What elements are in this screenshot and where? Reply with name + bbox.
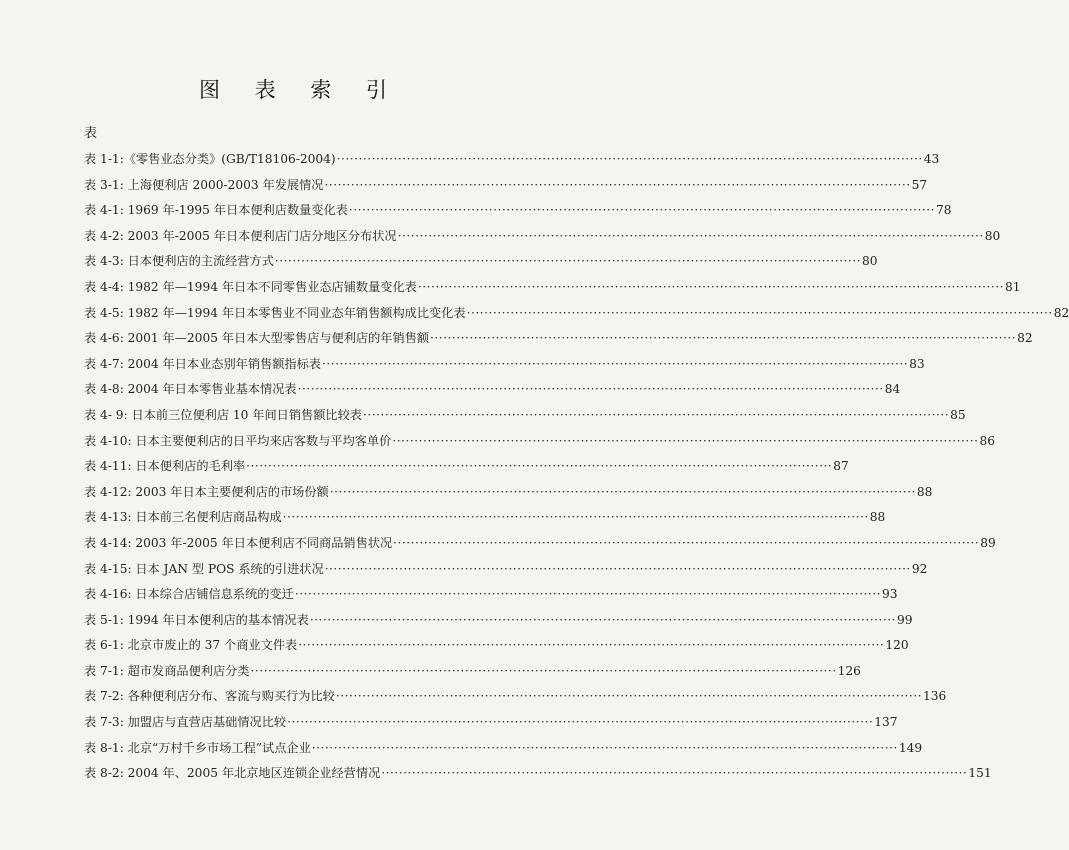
dot-leader [298, 638, 884, 652]
entry-page-number: 80 [862, 254, 878, 269]
index-entry [84, 278, 1021, 304]
entry-label: 表 4-15: 日本 JAN 型 POS 系统的引进状况 [84, 561, 324, 576]
index-entry [84, 329, 1033, 355]
dot-leader [381, 766, 967, 780]
entry-label: 表 4-8: 2004 年日本零售业基本情况表 [84, 382, 297, 397]
entry-page-number: 80 [984, 228, 1001, 243]
entry-page-number: 149 [898, 740, 923, 755]
entry-page-number: 57 [911, 177, 928, 192]
entry-page-number: 136 [922, 689, 947, 704]
entry-label: 表 4-4: 1982 年—1994 年日本不同零售业态店铺数量变化表 [84, 279, 417, 294]
index-entry [84, 739, 923, 765]
dot-leader [246, 459, 832, 473]
entry-page-number: 137 [874, 715, 898, 730]
index-entry [84, 534, 996, 560]
dot-leader [398, 229, 984, 243]
index-entry [84, 176, 928, 202]
index-entry [84, 201, 952, 227]
entry-label: 表 7-2: 各种便利店分布、客流与购买行为比较 [84, 689, 335, 704]
index-entry [84, 355, 925, 381]
dot-leader [330, 485, 916, 499]
index-entry [84, 457, 849, 483]
entry-page-number: 126 [837, 663, 861, 678]
index-entry [84, 585, 898, 611]
entry-label: 表 4-13: 日本前三名便利店商品构成 [84, 510, 282, 525]
index-entry [84, 687, 947, 713]
index-entry [84, 406, 966, 432]
index-entry [84, 304, 1069, 330]
dot-leader [324, 178, 910, 192]
entry-page-number: 89 [980, 535, 996, 550]
entry-label: 表 4-11: 日本便利店的毛利率 [84, 459, 246, 474]
entry-page-number: 78 [935, 203, 952, 218]
index-entry [84, 508, 886, 534]
entry-label: 表 5-1: 1994 年日本便利店的基本情况表 [84, 612, 309, 627]
dot-leader [393, 536, 979, 550]
entry-label: 表 4-5: 1982 年—1994 年日本零售业不同业态年销售额构成比变化表 [84, 305, 466, 320]
dot-leader [287, 715, 873, 729]
index-entry [84, 611, 913, 637]
entry-label: 表 7-1: 超市发商品便利店分类 [84, 663, 250, 678]
dot-leader [251, 664, 837, 678]
entry-page-number: 92 [911, 561, 928, 576]
entry-label: 表 4-3: 日本便利店的主流经营方式 [84, 254, 274, 269]
dot-leader [275, 254, 861, 268]
entry-label: 表 4-2: 2003 年-2005 年日本便利店门店分地区分布状况 [84, 228, 397, 243]
entry-label: 表 4-6: 2001 年—2005 年日本大型零售店与便利店的年销售额 [84, 331, 430, 346]
index-entry [84, 764, 992, 790]
entry-page-number: 83 [909, 356, 925, 371]
entry-page-number: 88 [916, 484, 933, 499]
entry-label: 表 4-7: 2004 年日本业态别年销售额指标表 [84, 356, 321, 371]
index-entry [84, 483, 933, 509]
dot-leader [430, 331, 1016, 345]
dot-leader [283, 510, 869, 524]
entry-page-number: 82 [1017, 331, 1033, 346]
table-index-list [84, 150, 1069, 790]
entry-page-number: 87 [833, 459, 849, 474]
entry-label: 表 4-10: 日本主要便利店的日平均来店客数与平均客单价 [84, 433, 392, 448]
section-heading: 表 [84, 126, 98, 141]
entry-label: 表 7-3: 加盟店与直营店基础情况比较 [84, 715, 287, 730]
entry-label: 表 4-16: 日本综合店铺信息系统的变迁 [84, 587, 294, 602]
entry-label: 表 3-1: 上海便利店 2000-2003 年发展情况 [84, 177, 324, 192]
dot-leader [325, 562, 911, 576]
entry-label: 表 1-1:《零售业态分类》(GB/T18106-2004) [84, 152, 336, 166]
entry-page-number: 151 [968, 766, 992, 781]
dot-leader [337, 152, 923, 166]
dot-leader [310, 613, 896, 627]
index-entry [84, 560, 928, 586]
entry-label: 表 8-1: 北京“万村千乡市场工程”试点企业 [84, 740, 311, 755]
index-entry [84, 380, 901, 406]
entry-page-number: 84 [884, 382, 901, 397]
entry-label: 表 6-1: 北京市废止的 37 个商业文件表 [84, 638, 298, 653]
index-entry [84, 150, 940, 176]
index-entry [84, 432, 995, 458]
dot-leader [322, 357, 908, 371]
index-entry [84, 636, 909, 662]
entry-label: 表 4- 9: 日本前三位便利店 10 年间日销售额比较表 [84, 407, 362, 422]
dot-leader [336, 689, 922, 703]
index-entry [84, 713, 898, 739]
dot-leader [392, 434, 978, 448]
entry-page-number: 93 [881, 587, 898, 602]
entry-page-number: 86 [979, 433, 995, 448]
dot-leader [312, 741, 898, 755]
dot-leader [295, 587, 881, 601]
entry-label: 表 4-14: 2003 年-2005 年日本便利店不同商品销售状况 [84, 535, 393, 550]
entry-label: 表 4-1: 1969 年-1995 年日本便利店数量变化表 [84, 203, 348, 218]
index-entry [84, 662, 861, 688]
entry-label: 表 8-2: 2004 年、2005 年北京地区连锁企业经营情况 [84, 766, 381, 781]
entry-page-number: 120 [885, 638, 909, 653]
entry-page-number: 81 [1004, 279, 1021, 294]
dot-leader [363, 408, 949, 422]
dot-leader [418, 280, 1004, 294]
entry-label: 表 4-12: 2003 年日本主要便利店的市场份额 [84, 484, 329, 499]
entry-page-number: 82 [1053, 305, 1069, 320]
entry-page-number: 85 [950, 407, 966, 422]
index-entry [84, 227, 1001, 253]
entry-page-number: 88 [869, 510, 886, 525]
entry-page-number: 99 [896, 612, 913, 627]
index-entry [84, 252, 878, 278]
page-title: 图 表 索 引 [198, 78, 402, 102]
dot-leader [298, 382, 884, 396]
dot-leader [349, 203, 935, 217]
entry-page-number: 43 [923, 152, 940, 166]
dot-leader [467, 306, 1053, 320]
